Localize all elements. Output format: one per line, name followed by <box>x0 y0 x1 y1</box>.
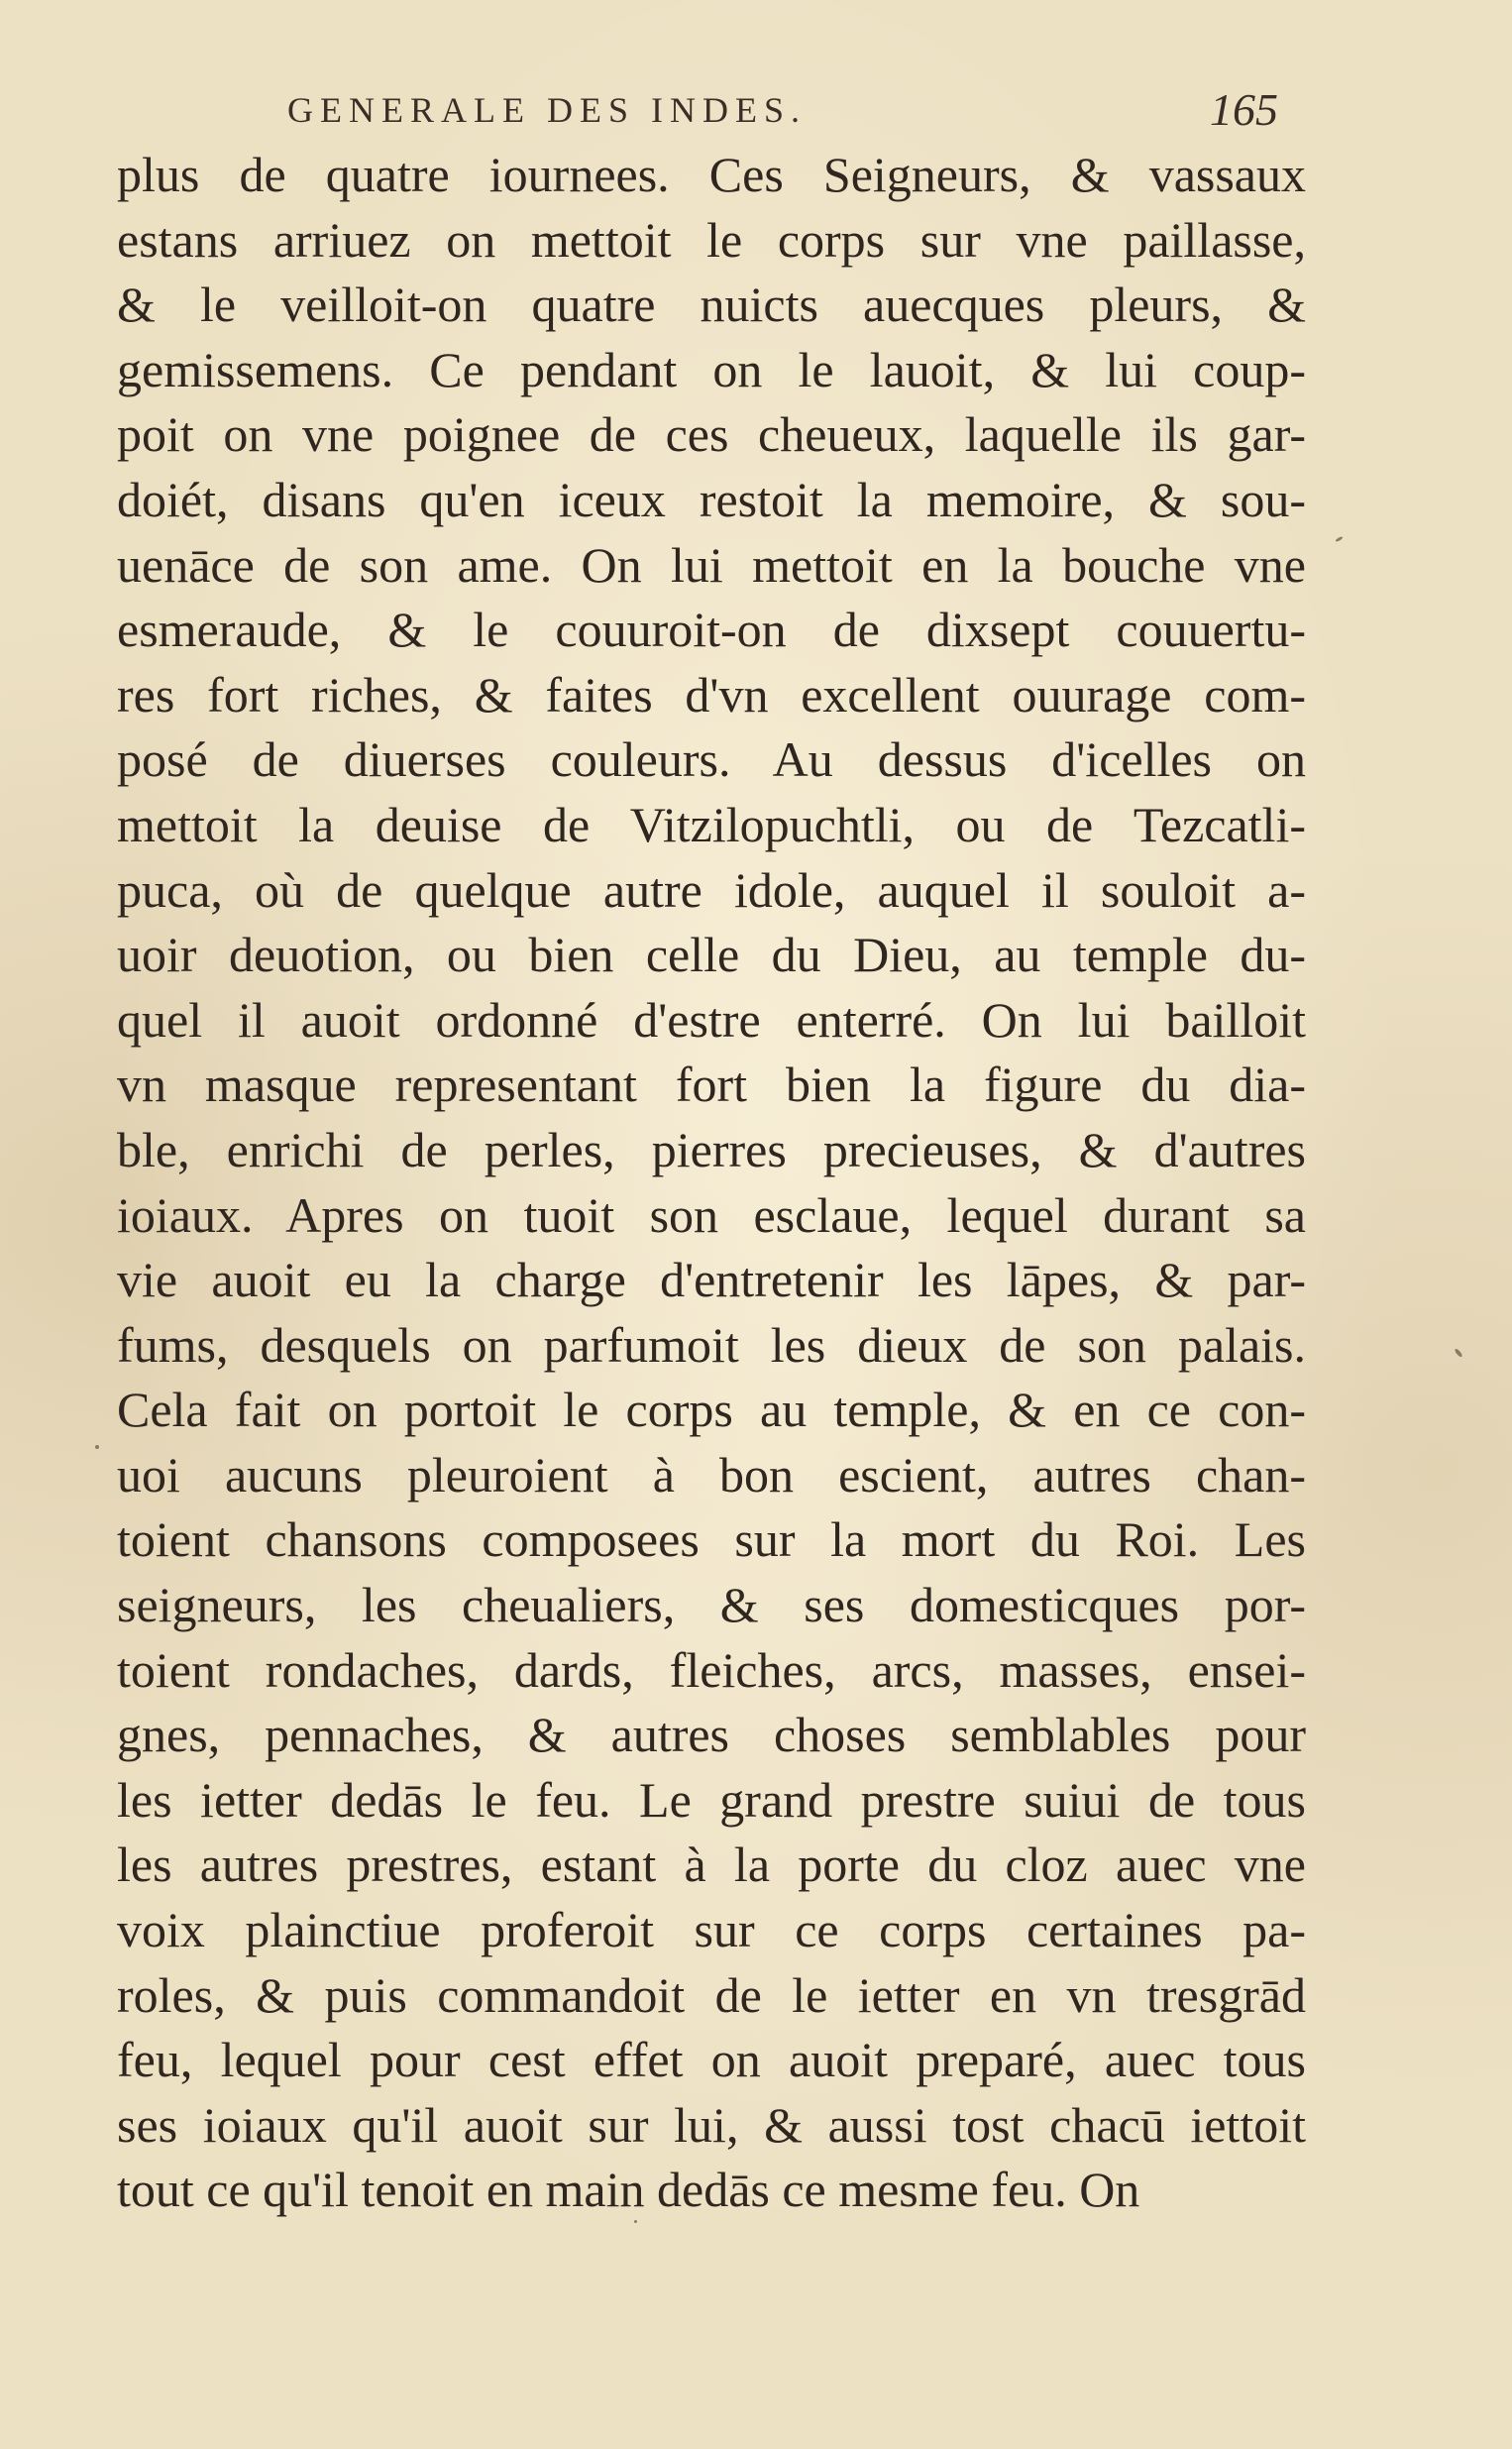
text-line: gemissemens. Ce pendant on le lauoit, & lui coup- <box>117 341 1306 397</box>
text-line: uenāce de son ame. On lui mettoit en la bouche vne <box>117 536 1306 593</box>
running-title: GENERALE DES INDES. <box>287 90 807 130</box>
text-line: vn masque representant fort bien la figure du dia- <box>117 1057 1306 1113</box>
text-line: vie auoit eu la charge d'entretenir les lāpes, & par- <box>117 1252 1306 1308</box>
text-line: doiét, disans qu'en iceux restoit la memoire, & sou- <box>117 471 1306 527</box>
text-line: ble, enrichi de perles, pierres precieuses, & d'autres <box>117 1121 1306 1177</box>
text-line: roles, & puis commandoit de le ietter en vn tresgrād <box>117 1966 1306 2023</box>
text-line: toient chansons composees sur la mort du Roi. Les <box>117 1511 1306 1568</box>
text-line: esmeraude, & le couuroit-on de dixsept couuertu- <box>117 602 1306 658</box>
text-line: Cela fait on portoit le corps au temple, & en ce con- <box>117 1382 1306 1438</box>
text-line: les ietter dedās le feu. Le grand prestre suiui de tous <box>117 1771 1306 1828</box>
paper-speck <box>1335 536 1343 543</box>
text-line: posé de diuerses couleurs. Au dessus d'icelles on <box>117 731 1306 788</box>
text-line: ses ioiaux qu'il auoit sur lui, & aussi tost chacū iettoit <box>117 2096 1306 2153</box>
text-line: gnes, pennaches, & autres choses semblables pour <box>117 1707 1306 1763</box>
text-line: seigneurs, les cheualiers, & ses domesticques por- <box>117 1577 1306 1633</box>
text-line: plus de quatre iournees. Ces Seigneurs, & vassaux <box>117 147 1306 202</box>
text-line: estans arriuez on mettoit le corps sur vne paillasse, <box>117 211 1306 268</box>
text-line: puca, où de quelque autre idole, auquel il souloit a- <box>117 861 1306 918</box>
text-line: poit on vne poignee de ces cheueux, laquelle ils gar- <box>117 406 1306 463</box>
text-line: quel il auoit ordonné d'estre enterré. On lui bailloit <box>117 991 1306 1048</box>
text-line: les autres prestres, estant à la porte du cloz auec vne <box>117 1837 1306 1893</box>
text-line: ioiaux. Apres on tuoit son esclaue, lequel durant sa <box>117 1186 1306 1243</box>
paper-speck <box>95 1445 99 1449</box>
text-line: fums, desquels on parfumoit les dieux de son palais. <box>117 1316 1306 1373</box>
text-line: voix plainctiue proferoit sur ce corps certaines pa- <box>117 1902 1306 1958</box>
paper-speck <box>1454 1348 1462 1358</box>
running-head <box>287 84 1308 139</box>
text-line: uoir deuotion, ou bien celle du Dieu, au temple du- <box>117 927 1306 983</box>
paper-speck <box>634 2220 637 2223</box>
text-line: uoi aucuns pleuroient à bon escient, autres chan- <box>117 1446 1306 1503</box>
body-text <box>117 143 1306 2223</box>
text-line: res fort riches, & faites d'vn excellent ouurage com- <box>117 666 1306 723</box>
text-line: mettoit la deuise de Vitzilopuchtli, ou de Tezcatli- <box>117 796 1306 852</box>
text-line: feu, lequel pour cest effet on auoit preparé, auec tous <box>117 2032 1306 2088</box>
text-line: tout ce qu'il tenoit en main dedās ce mesme feu. On <box>117 2162 1140 2218</box>
page-number: 165 <box>1210 84 1278 135</box>
text-line: & le veilloit-on quatre nuicts auecques pleurs, & <box>117 277 1306 333</box>
text-line: toient rondaches, dards, fleiches, arcs, masses, ensei- <box>117 1641 1306 1698</box>
